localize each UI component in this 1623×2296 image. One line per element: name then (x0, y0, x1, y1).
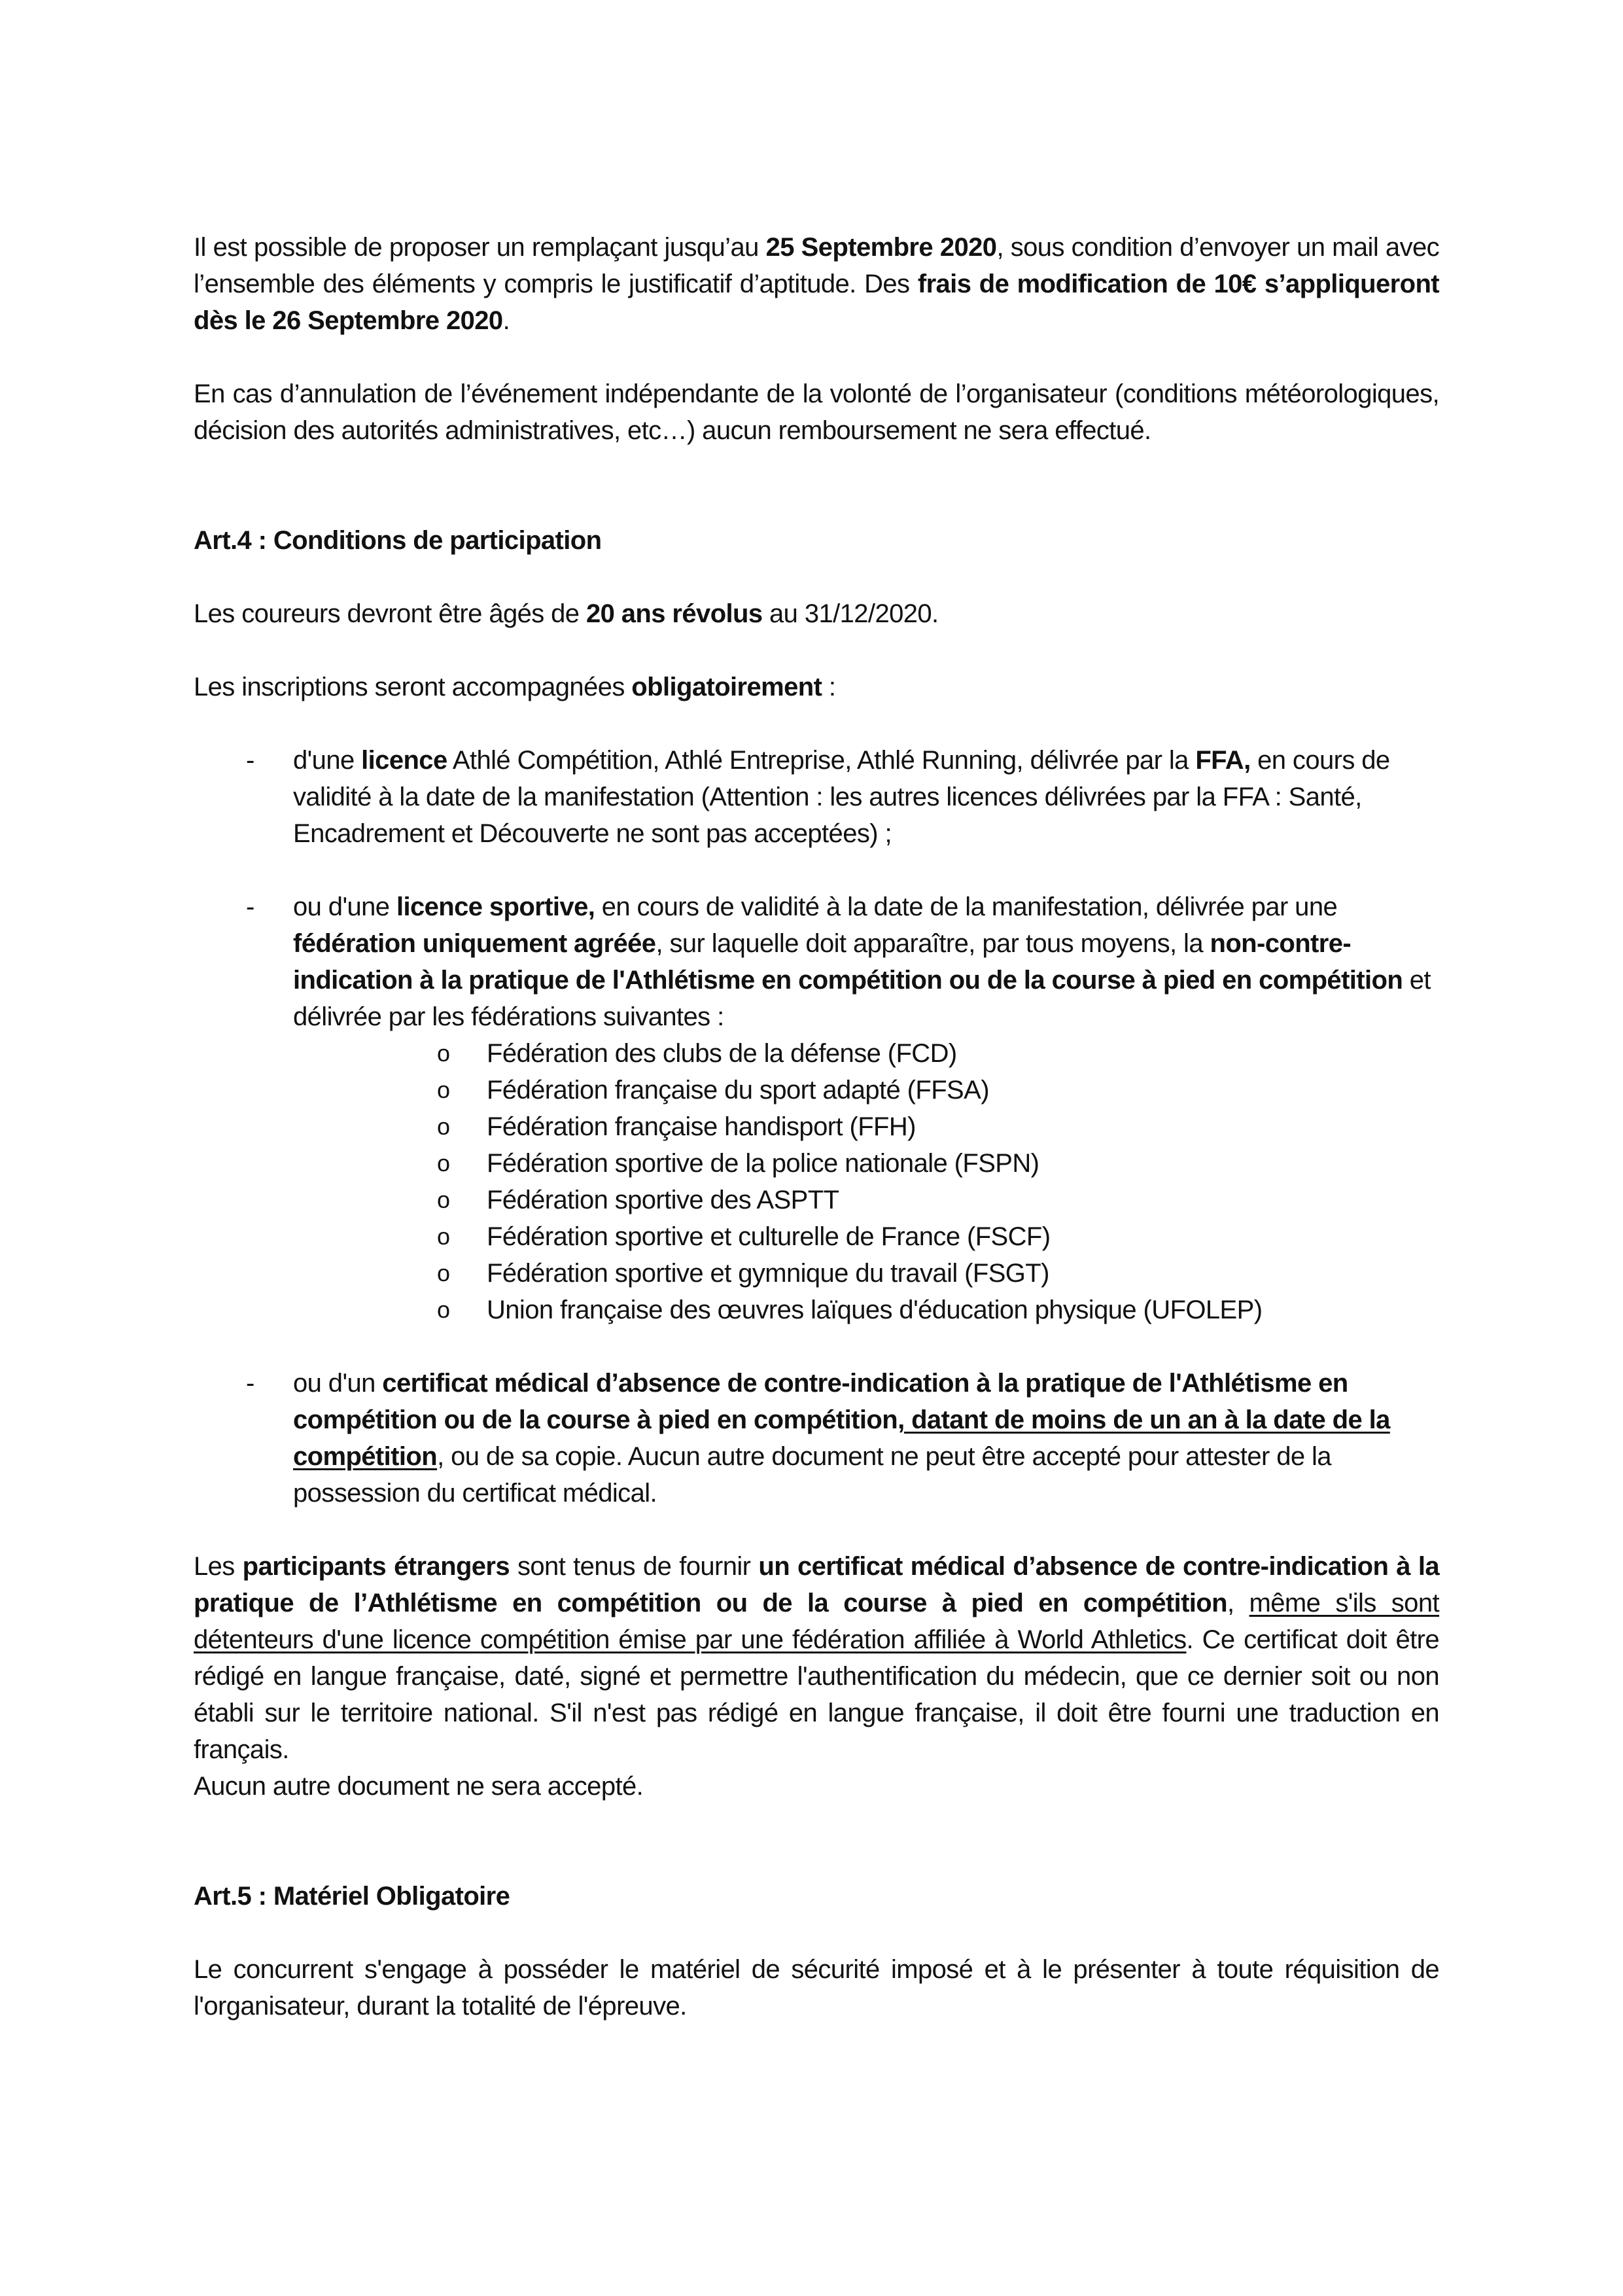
foreign-participants-paragraph: Les participants étrangers sont tenus de fournir un certificat médical d’absence de contre-indication à la pratique de l’Athlétisme en compétition ou de la course à pied en compétition, même s'ils sont détenteurs d'une licence compétition émise par une fédération affiliée à World Athletics. Ce certificat doit être rédigé en langue française, daté, signé et permettre l'authentification du médecin, que ce dernier soit ou non établi sur le territoire national. S'il n'est pas rédigé en langue française, il doit être fourni une traduction en français. (194, 1552, 1439, 1764)
federations-list (194, 1035, 1439, 1328)
circle-bullet-icon: o (437, 1296, 450, 1323)
dash-bullet-icon: - (246, 746, 254, 775)
document-page (194, 229, 1439, 2024)
federation-item: o Fédération des clubs de la défense (FCD) (194, 1035, 1439, 1072)
equipment-paragraph: Le concurrent s'engage à posséder le matériel de sécurité imposé et à le présenter à toute réquisition de l'organisateur, durant la totalité de l'épreuve. (194, 1955, 1439, 2021)
bullet-medical-certificate: - ou d'un certificat médical d’absence de contre-indication à la pratique de l'Athlétisme en compétition ou de la course à pied en compétition, datant de moins de un an à la date de la compétition, ou de sa copie. Aucun autre document ne peut être accepté pour attester de la possession du certificat médical. (194, 1365, 1439, 1511)
replacement-deadline: 25 Septembre 2020 (765, 233, 997, 262)
bullet-ffa-licence: - d'une licence Athlé Compétition, Athlé Entreprise, Athlé Running, délivrée par la FFA, en cours de validité à la date de la manifestation (Attention : les autres licences délivrées par la FFA : Santé, Encadrement et Découverte ne sont pas acceptées) ; (194, 742, 1439, 852)
circle-bullet-icon: o (437, 1040, 450, 1067)
federation-item: o Union française des œuvres laïques d'éducation physique (UFOLEP) (194, 1292, 1439, 1328)
circle-bullet-icon: o (437, 1150, 450, 1176)
cancellation-paragraph: En cas d’annulation de l’événement indépendante de la volonté de l’organisateur (conditions météorologiques, décision des autorités administratives, etc…) aucun remboursement ne sera effectué. (194, 380, 1439, 445)
federation-item: o Fédération sportive des ASPTT (194, 1182, 1439, 1218)
dash-bullet-icon: - (246, 892, 254, 921)
no-other-document: Aucun autre document ne sera accepté. (194, 1772, 644, 1801)
modification-fee: frais de modification de 10€ s’appliqueront dès le 26 Septembre 2020 (194, 270, 1440, 335)
federation-item: o Fédération française du sport adapté (FFSA) (194, 1072, 1439, 1108)
federation-item: o Fédération sportive de la police nationale (FSPN) (194, 1145, 1439, 1182)
replacement-paragraph: Il est possible de proposer un remplaçant jusqu’au 25 Septembre 2020, sous condition d’envoyer un mail avec l’ensemble des éléments y compris le justificatif d’aptitude. Des frais de modification de 10€ s’appliqueront dès le 26 Septembre 2020. (194, 233, 1440, 335)
circle-bullet-icon: o (437, 1113, 450, 1140)
inscriptions-intro: Les inscriptions seront accompagnées obligatoirement : (194, 673, 836, 701)
dash-bullet-icon: - (246, 1369, 254, 1398)
federation-item: o Fédération sportive et culturelle de France (FSCF) (194, 1218, 1439, 1255)
circle-bullet-icon: o (437, 1260, 450, 1286)
federation-item: o Fédération française handisport (FFH) (194, 1108, 1439, 1145)
circle-bullet-icon: o (437, 1186, 450, 1213)
federation-item: o Fédération sportive et gymnique du travail (FSGT) (194, 1255, 1439, 1292)
art5-heading: Art.5 : Matériel Obligatoire (194, 1882, 510, 1911)
bullet-sport-licence: - ou d'une licence sportive, en cours de validité à la date de la manifestation, délivrée par une fédération uniquement agréée, sur laquelle doit apparaître, par tous moyens, la non-contre-indication à la pratique de l'Athlétisme en compétition ou de la course à pied en compétition et délivrée par les fédérations suivantes : (194, 889, 1439, 1035)
age-requirement: Les coureurs devront être âgés de 20 ans révolus au 31/12/2020. (194, 599, 939, 628)
art4-heading: Art.4 : Conditions de participation (194, 526, 602, 555)
circle-bullet-icon: o (437, 1076, 450, 1103)
circle-bullet-icon: o (437, 1223, 450, 1250)
